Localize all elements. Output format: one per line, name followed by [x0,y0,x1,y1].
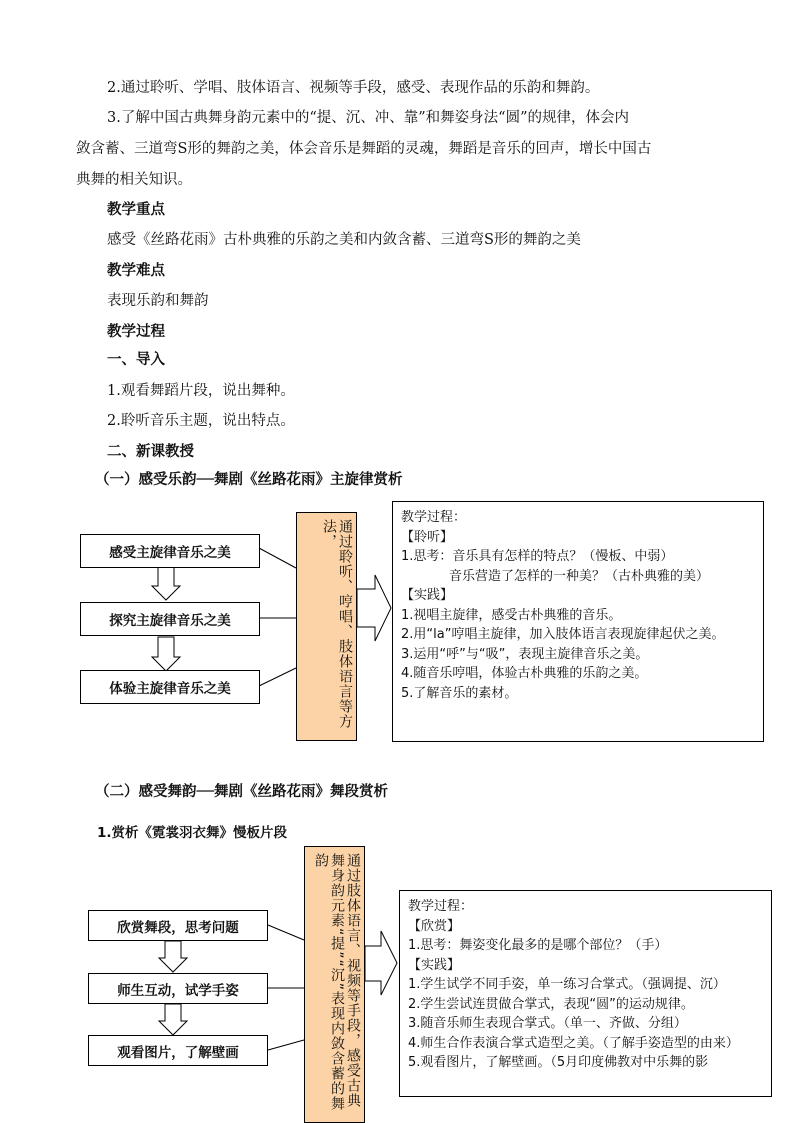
flow-box-watch-dance: 欣赏舞段，思考问题 [88,910,268,941]
panel-2-practice-5: 5.观看图片，了解壁画。（5月印度佛教对中乐舞的影 [408,1055,709,1070]
method-box-1: 通过聆听、哼唱、肢体语言等方法， [296,512,357,741]
difficulty-text: 表现乐韵和舞韵 [107,293,209,309]
intro-item-1: 1.观看舞蹈片段，说出舞种。 [107,383,295,399]
panel-1-practice-2: 2.用“la”哼唱主旋律，加入肢体语言表现旋律起伏之美。 [401,627,725,642]
panel-1-practice-1: 1.视唱主旋律，感受古朴典雅的音乐。 [401,607,622,623]
panel-1-tag-practice: 【实践】 [401,588,454,603]
intro-heading: 一、导入 [107,352,165,368]
panel-2-title: 教学过程： [408,899,474,914]
panel-2-question-1: 1.思考：舞姿变化最多的是哪个部位？（手） [408,938,668,953]
goal-3-line-1: 3.了解中国古典舞身韵元素中的“提、沉、冲、靠”和舞姿身法“圆”的规律，体会内 [107,110,629,126]
key-points-heading: 教学重点 [107,202,165,218]
panel-1-practice-3: 3.运用“呼”与“吸”，表现主旋律音乐之美。 [401,646,649,662]
key-points-text: 感受《丝路花雨》古朴典雅的乐韵之美和内敛含蓄、三道弯S形的舞韵之美 [107,232,581,248]
process-panel-1 [392,501,764,742]
panel-1-question-2: 音乐营造了怎样的一种美？（古朴典雅的美） [449,568,710,584]
flow-box-view-pictures: 观看图片，了解壁画 [88,1035,268,1066]
panel-2-tag-appreciate: 【欣赏】 [408,918,461,934]
flow-box-feel-melody: 感受主旋律音乐之美 [80,534,260,568]
panel-1-practice-5: 5.了解音乐的素材。 [401,685,518,701]
flow-box-interact: 师生互动，试学手姿 [88,973,268,1004]
intro-item-2: 2.聆听音乐主题，说出特点。 [107,413,295,429]
goal-2: 2.通过聆听、学唱、肢体语言、视频等手段，感受、表现作品的乐韵和舞韵。 [107,80,600,96]
new-lesson-heading: 二、新课教授 [107,444,194,460]
goal-3-line-2: 敛含蓄、三道弯S形的舞韵之美，体会音乐是舞蹈的灵魂，舞蹈是音乐的回声，增长中国古 [76,141,652,157]
panel-1-question-1: 1.思考：音乐具有怎样的特点？（慢板、中弱） [401,549,674,564]
panel-2-practice-2: 2.学生尝试连贯做合掌式，表现“圆”的运动规律。 [408,996,694,1012]
panel-1-title: 教学过程： [401,510,467,525]
difficulty-heading: 教学难点 [107,263,165,279]
process-heading: 教学过程 [107,324,165,340]
panel-2-tag-practice: 【实践】 [408,957,461,973]
panel-2-practice-4: 4.师生合作表演合掌式造型之美。（了解手姿造型的由来） [408,1035,739,1051]
panel-2-practice-3: 3.随音乐师生表现合掌式。（单一、齐做、分组） [408,1016,687,1031]
panel-2-practice-1: 1.学生试学不同手姿，单一练习合掌式。（强调提、沉） [408,977,726,992]
section-2-heading: （二）感受舞韵──舞剧《丝路花雨》舞段赏析 [95,784,388,800]
section-2-subheading: 1.赏析《霓裳羽衣舞》慢板片段 [97,825,288,841]
flow-box-explore-melody: 探究主旋律音乐之美 [80,602,260,636]
panel-1-tag-listen: 【聆听】 [401,529,454,545]
flow-box-experience-melody: 体验主旋律音乐之美 [80,670,260,704]
method-box-2: 通过肢体语言、视频等手段，感受古典舞身韵元素“提”“沉”表现内敛含蓄的舞韵 [304,846,365,1123]
panel-1-practice-4: 4.随音乐哼唱，体验古朴典雅的乐韵之美。 [401,666,648,681]
process-panel-2 [399,890,772,1097]
goal-3-line-3: 典舞的相关知识。 [76,172,192,188]
section-1-heading: （一）感受乐韵──舞剧《丝路花雨》主旋律赏析 [95,472,403,488]
